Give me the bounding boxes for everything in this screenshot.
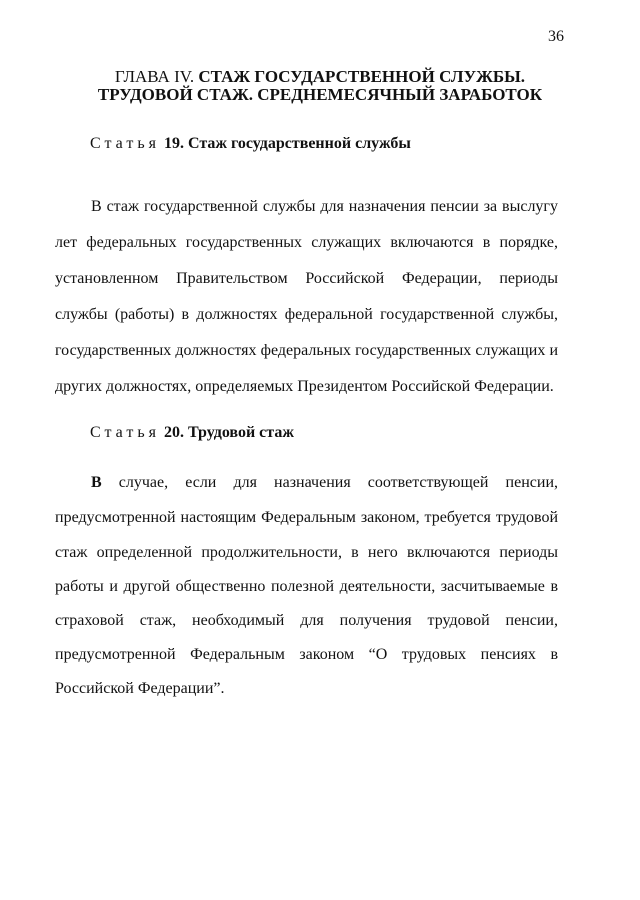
paragraph-line: предусмотренной Федеральным законом “О трудовых пенсиях в [55,646,558,663]
chapter-heading [0,68,640,104]
paragraph-line [91,474,558,492]
chapter-title-line2: ТРУДОВОЙ СТАЖ. СРЕДНЕМЕСЯЧНЫЙ ЗАРАБОТОК [97,85,543,104]
article-number: 20. [163,424,184,441]
article-number: 19. [163,135,184,152]
article-20-heading [90,424,294,442]
paragraph-line: государственных должностях федеральных государственных служащих и [55,342,558,359]
article-word: Статья [90,135,160,152]
page-number: 36 [548,28,564,45]
paragraph-line: лет федеральных государственных служащих включаются в порядке, [55,234,558,251]
paragraph-line: В стаж государственной службы для назначения пенсии за выслугу [91,198,558,215]
paragraph-line: Российской Федерации”. [55,680,225,697]
bold-initial-letter: В [91,474,102,491]
paragraph-line: других должностях, определяемых Президентом Российской Федерации. [55,378,554,395]
article-title: Стаж государственной службы [187,135,411,152]
first-line-text: случае, если для назначения соответствующей пенсии, [118,474,559,491]
paragraph-line: предусмотренной настоящим Федеральным законом, требуется трудовой [55,509,558,526]
article-title: Трудовой стаж [187,424,294,441]
paragraph-line: стаж определенной продолжительности, в него включаются периоды [55,544,558,561]
paragraph-line: страховой стаж, необходимый для получения трудовой пенсии, [55,612,558,629]
paragraph-line: установленном Правительством Российской Федерации, периоды [55,270,558,287]
article-word: Статья [90,424,160,441]
chapter-title-line1: СТАЖ ГОСУДАРСТВЕННОЙ СЛУЖБЫ. [198,67,526,86]
paragraph-line: работы и другой общественно полезной деятельности, засчитываемые в [55,578,558,595]
article-19-heading [90,135,411,153]
chapter-label: ГЛАВА IV. [114,67,195,86]
paragraph-line: службы (работы) в должностях федеральной государственной службы, [55,306,558,323]
